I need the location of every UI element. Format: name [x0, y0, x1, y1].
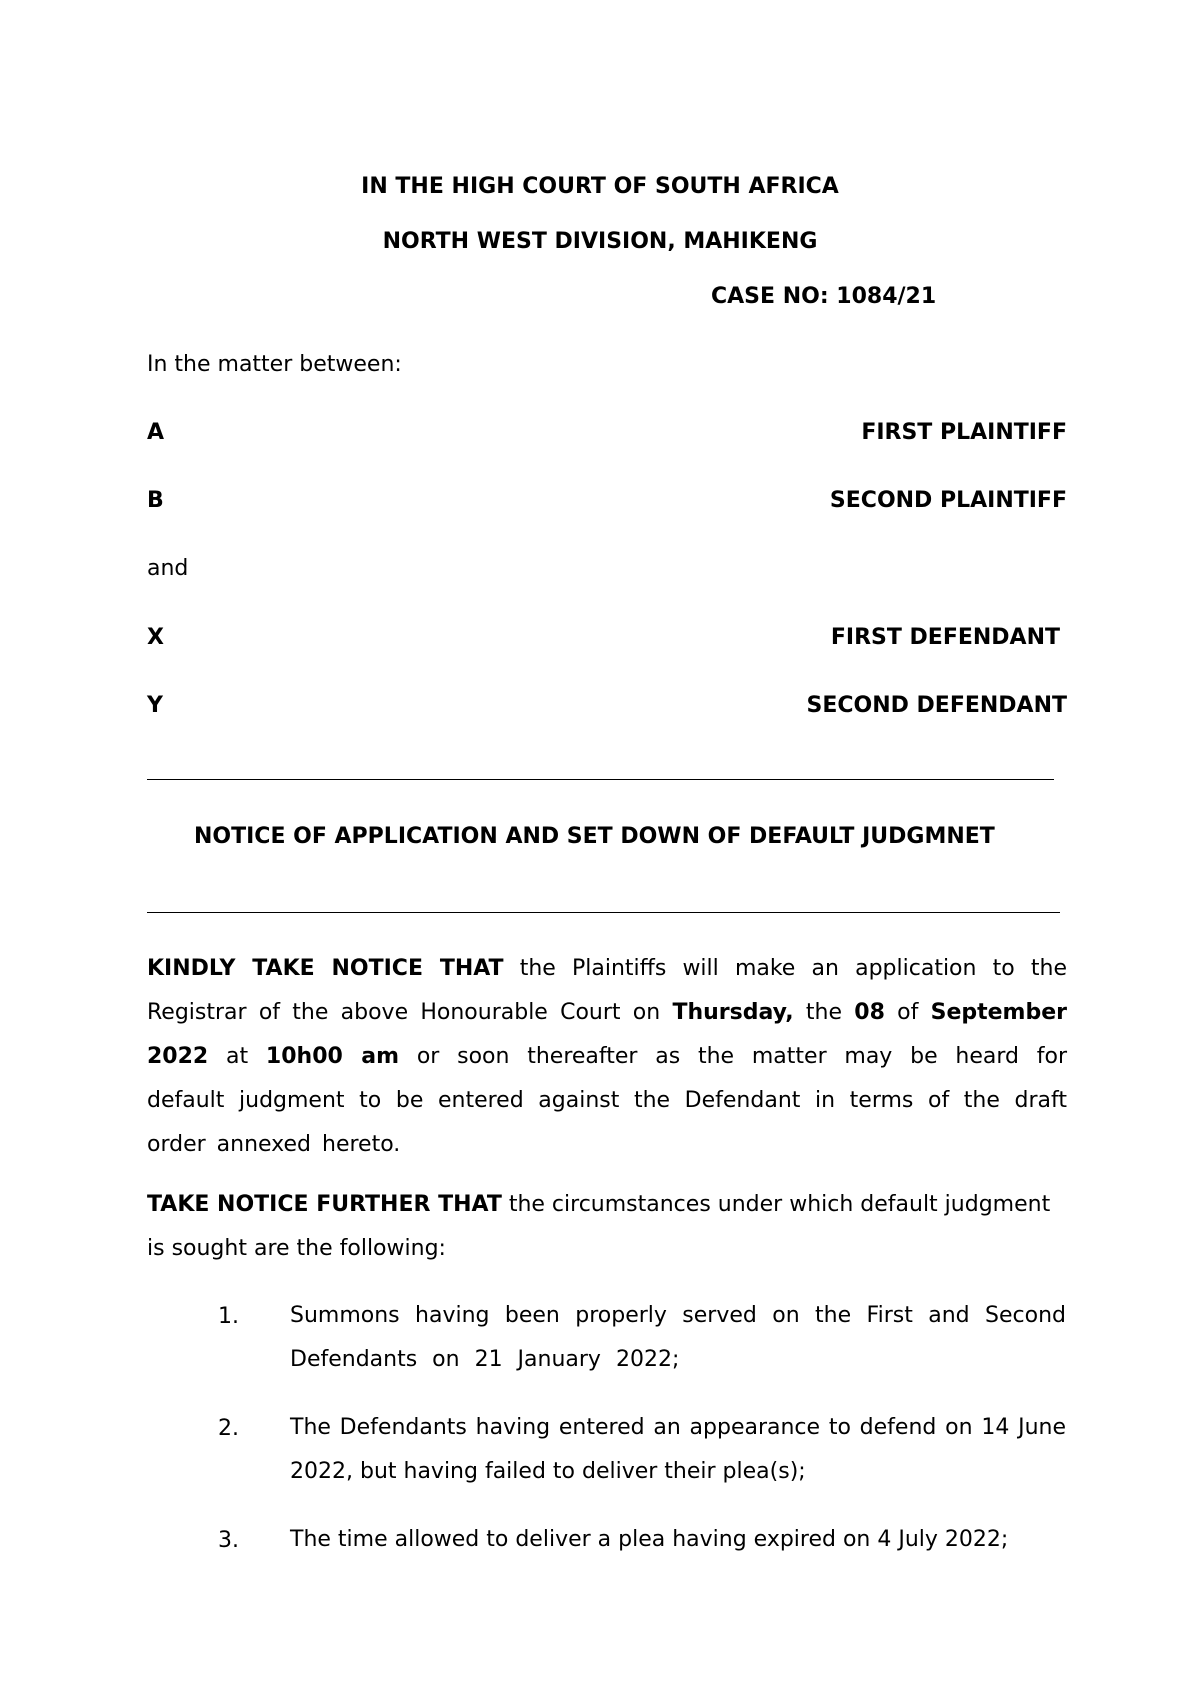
- case-number: CASE NO: 1084/21: [711, 284, 937, 309]
- list-item: Summons having been properly served on the First and Second Defendants on 21 January 2022;: [290, 1303, 1066, 1372]
- court-division: NORTH WEST DIVISION, MAHIKENG: [382, 229, 818, 254]
- party-name: X: [147, 625, 164, 650]
- hearing-time: 10h00 am: [265, 1044, 400, 1069]
- further-notice-line: [147, 1192, 1050, 1217]
- party-role: FIRST DEFENDANT: [830, 625, 1060, 650]
- party-name: A: [147, 420, 165, 445]
- notice-text: or soon thereafter as the matter may be heard for default judgment to be entered against the Defendant in terms of the draft order annexed hereto.: [147, 1044, 1068, 1157]
- party-role: FIRST PLAINTIFF: [861, 420, 1067, 445]
- list-item-number: 1.: [218, 1304, 239, 1329]
- notice-lead: KINDLY TAKE NOTICE THAT: [147, 956, 504, 981]
- conjunction: and: [147, 556, 189, 581]
- party-role: SECOND PLAINTIFF: [829, 488, 1067, 513]
- matter-intro: In the matter between:: [147, 352, 402, 377]
- party-role: SECOND DEFENDANT: [806, 693, 1067, 718]
- further-notice-text: is sought are the following:: [147, 1236, 446, 1261]
- further-notice-lead: TAKE NOTICE FURTHER THAT: [147, 1192, 502, 1217]
- notice-text: the Plaintiffs will make an application to the Registrar of the above Honourable Court on: [147, 956, 1067, 1025]
- hearing-day: Thursday,: [672, 1000, 794, 1025]
- notice-paragraph: [147, 947, 1067, 1167]
- list-item-number: 2.: [218, 1416, 239, 1441]
- hearing-month-year: September 2022: [147, 1000, 1068, 1069]
- party-name: B: [147, 488, 164, 513]
- notice-text: of: [884, 1000, 931, 1025]
- court-name: IN THE HIGH COURT OF SOUTH AFRICA: [361, 174, 839, 199]
- list-item: The time allowed to deliver a plea having expired on 4 July 2022;: [290, 1527, 1009, 1552]
- divider-top: [147, 779, 1054, 780]
- document-title: NOTICE OF APPLICATION AND SET DOWN OF DEFAULT JUDGMNET: [194, 824, 995, 849]
- list-item: The Defendants having entered an appearance to defend on 14 June 2022, but having failed to deliver their plea(s);: [290, 1415, 1066, 1484]
- notice-text: at: [208, 1044, 266, 1069]
- notice-text: the: [793, 1000, 855, 1025]
- divider-bottom: [147, 912, 1060, 913]
- further-notice-text: the circumstances under which default judgment: [501, 1192, 1051, 1217]
- list-item-number: 3.: [218, 1528, 239, 1553]
- hearing-date: 08: [854, 1000, 885, 1025]
- party-name: Y: [147, 693, 163, 718]
